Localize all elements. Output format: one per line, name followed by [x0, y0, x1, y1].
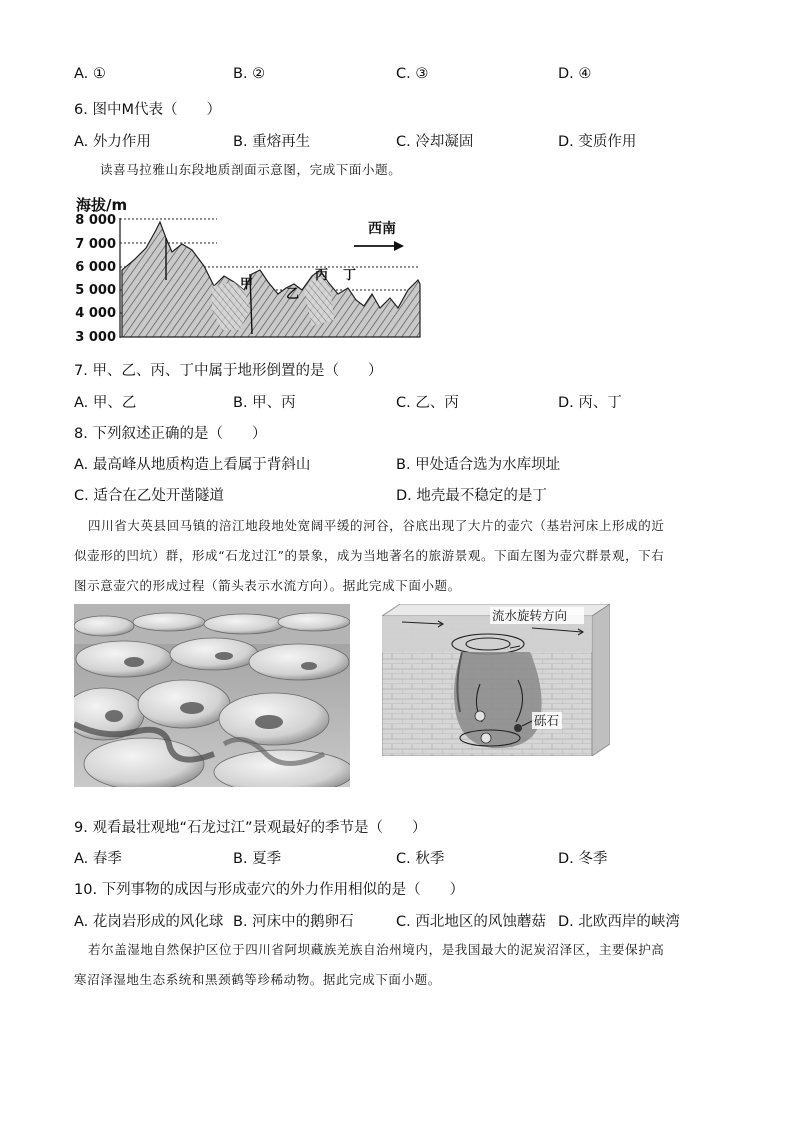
pothole-diagram-svg	[382, 604, 610, 756]
pothole-photo-svg	[74, 604, 350, 787]
q7-option-d: D. 丙、丁	[558, 395, 622, 411]
q5-option-c: C. ③	[396, 66, 429, 82]
intro-zoige-line-1: 若尔盖湿地自然保护区位于四川省阿坝藏族羌族自治州境内，是我国最大的泥炭沼泽区，主要保护高	[88, 942, 665, 957]
y-tick-8000: 8 000	[75, 213, 116, 228]
arrow-head-icon	[394, 241, 404, 251]
q7-option-b: B. 甲、丙	[233, 395, 296, 411]
label-bing: 丙	[315, 268, 329, 283]
q6-option-d: D. 变质作用	[558, 134, 637, 150]
intro-potholes-line-3: 图示意壶穴的形成过程（箭头表示水流方向）。据此完成下面小题。	[74, 578, 461, 593]
intro-potholes-line-2: 似壶形的凹坑）群，形成“石龙过江”的景象，成为当地著名的旅游景观。下面左图为壶穴群景观，下右	[74, 548, 665, 563]
y-axis-title: 海拔/m	[76, 196, 128, 214]
q10-stem: 10. 下列事物的成因与形成壶穴的外力作用相似的是（ ）	[74, 882, 465, 898]
q5-option-d: D. ④	[558, 66, 592, 82]
q8-stem: 8. 下列叙述正确的是（ ）	[74, 426, 267, 442]
pothole-formation-diagram	[382, 604, 610, 756]
q10-option-c: C. 西北地区的风蚀蘑菇	[396, 914, 546, 930]
q9-stem: 9. 观看最壮观地“石龙过江”景观最好的季节是（ ）	[74, 820, 427, 836]
q10-option-b: B. 河床中的鹅卵石	[233, 914, 354, 930]
flow-direction-label: 流水旋转方向	[492, 608, 568, 623]
label-ding: 丁	[343, 268, 357, 283]
q6-option-c: C. 冷却凝固	[396, 134, 474, 150]
q9-option-a: A. 春季	[74, 851, 122, 867]
q5-option-b: B. ②	[233, 66, 266, 82]
q7-stem: 7. 甲、乙、丙、丁中属于地形倒置的是（ ）	[74, 363, 383, 379]
direction-label: 西南	[368, 221, 396, 237]
q5-option-a: A. ①	[74, 66, 106, 82]
q10-option-a: A. 花岗岩形成的风化球	[74, 914, 224, 930]
q7-option-c: C. 乙、丙	[396, 395, 459, 411]
q8-option-c: C. 适合在乙处开凿隧道	[74, 488, 224, 504]
intro-potholes-line-1: 四川省大英县回马镇的涪江地段地处宽阔平缓的河谷，谷底出现了大片的壶穴（基岩河床上形成的近	[88, 518, 665, 533]
q6-option-a: A. 外力作用	[74, 134, 151, 150]
q9-option-b: B. 夏季	[233, 851, 282, 867]
y-tick-3000: 3 000	[75, 330, 116, 345]
label-yi: 乙	[286, 287, 300, 302]
gravel-label: 砾石	[534, 713, 560, 728]
q8-option-d: D. 地壳最不稳定的是丁	[396, 488, 547, 504]
intro-zoige-line-2: 寒沼泽湿地生态系统和黑颈鹤等珍稀动物。据此完成下面小题。	[74, 972, 441, 987]
y-tick-4000: 4 000	[75, 306, 116, 321]
y-tick-7000: 7 000	[75, 237, 116, 252]
q6-stem: 6. 图中M代表（ ）	[74, 102, 221, 118]
q8-option-a: A. 最高峰从地质构造上看属于背斜山	[74, 457, 311, 473]
q6-option-b: B. 重熔再生	[233, 134, 311, 150]
q7-option-a: A. 甲、乙	[74, 395, 137, 411]
gravel-icon	[475, 711, 485, 721]
label-jia: 甲	[240, 277, 254, 292]
pothole-landscape-photo	[74, 604, 350, 787]
q9-option-c: C. 秋季	[396, 851, 445, 867]
geologic-profile-svg	[72, 190, 424, 348]
y-tick-5000: 5 000	[75, 283, 116, 298]
intro-himalaya: 读喜马拉雅山东段地质剖面示意图，完成下面小题。	[100, 162, 402, 177]
q9-option-d: D. 冬季	[558, 851, 608, 867]
y-tick-6000: 6 000	[75, 260, 116, 275]
q8-option-b: B. 甲处适合选为水库坝址	[396, 457, 561, 473]
geologic-profile-figure	[72, 190, 424, 348]
q10-option-d: D. 北欧西岸的峡湾	[558, 914, 680, 930]
